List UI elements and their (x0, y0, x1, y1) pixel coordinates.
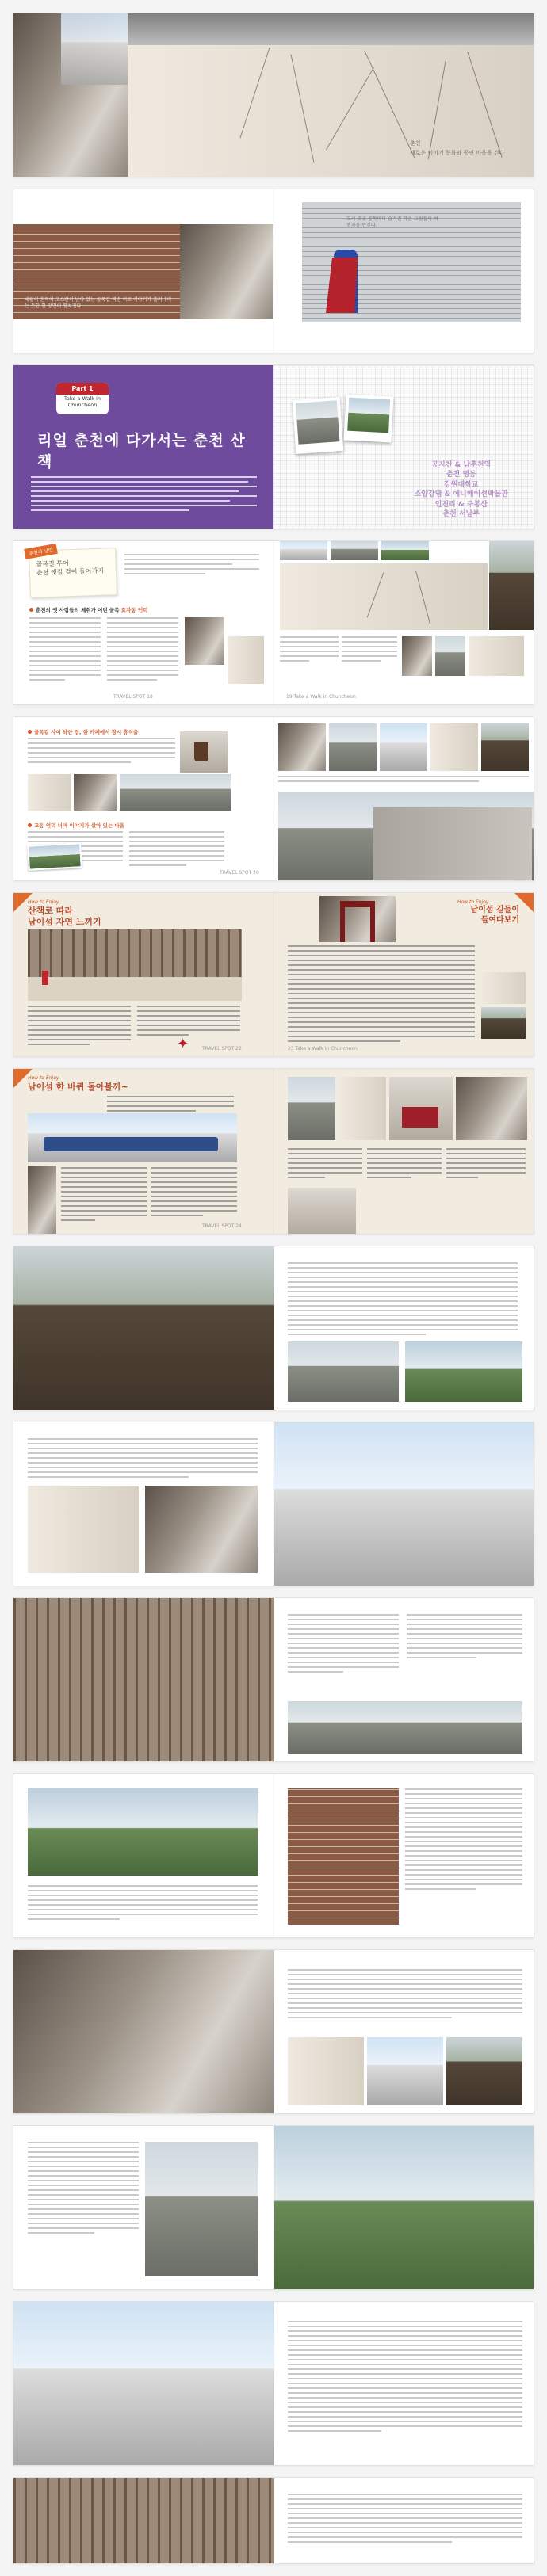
right-col1 (288, 1148, 362, 1181)
road-polaroid (293, 397, 344, 454)
article-lines (288, 2321, 522, 2435)
article-lines (28, 1438, 258, 1481)
col2-lines (107, 617, 178, 684)
wide-alley-photo (278, 792, 534, 881)
page-number-left: TRAVEL SPOT 22 (202, 1046, 242, 1051)
sky-spread-photo (274, 1422, 534, 1586)
cafe-lines (28, 738, 175, 766)
shutter-photo-caption: 도시 곳곳 골목마다 숨겨진 작은 그림들이 여행자를 반긴다. (346, 216, 438, 229)
notebook-title: 골목길 투어 춘천 옛길 걸어 들어가기 (36, 559, 104, 577)
superman-cape (326, 258, 358, 313)
article-lines (288, 1969, 522, 2021)
howto-tag-left: How to Enjoy (28, 1075, 59, 1081)
coffee-cup-photo (180, 731, 228, 773)
article-col1 (28, 2142, 139, 2237)
right-col1 (288, 945, 475, 1045)
alley-spread-photo (13, 1950, 274, 2114)
spread-5 (13, 716, 534, 881)
article-lines (288, 2494, 522, 2546)
small-photo-1 (402, 636, 432, 676)
trees-spread-photo (13, 1598, 274, 1762)
page-number-right: 19 Take a Walk in Chuncheon (286, 694, 356, 700)
spread-14 (13, 2301, 534, 2466)
brick-photo (288, 1788, 399, 1925)
section-title: 춘천의 옛 사람들의 체취가 어린 골목 (36, 607, 120, 613)
left-title: 남이섬 한 바퀴 돌아볼까~ (28, 1082, 128, 1092)
bicycle-photo (28, 1166, 56, 1235)
tree-photo (489, 541, 534, 630)
page-number-left: TRAVEL SPOT 20 (220, 870, 259, 876)
small-photo-2 (435, 636, 465, 676)
part-opener-right (274, 365, 534, 529)
concrete-wall (373, 807, 532, 881)
thumb-2 (331, 541, 378, 560)
stone-marker-photo (288, 1188, 356, 1235)
field-photo (28, 1788, 258, 1876)
rickshaw-photo (389, 1077, 453, 1140)
thumb-1 (280, 541, 327, 560)
page-number-right: 23 Take a Walk in Chuncheon (288, 1046, 358, 1051)
cafe-interior-photo (28, 774, 71, 811)
part-opener-left (13, 365, 274, 529)
trees-photo (13, 2478, 274, 2564)
right-col3 (446, 1148, 526, 1181)
cafe-front-photo (74, 774, 117, 811)
destination-item: 소양강댐 & 애니메이션박물관 (414, 490, 508, 499)
spread-15 (13, 2477, 534, 2564)
train-photo (28, 1113, 237, 1162)
garden-photo (27, 842, 82, 871)
cafe-heading: 골목길 사이 하얀 집, 한 카페에서 잠시 휴식을 (28, 728, 202, 735)
part-title: 리얼 춘천에 다가서는 춘천 산책 (37, 432, 246, 471)
building-photo (228, 636, 264, 684)
cover-caption-2: 새로운 이야기 문화와 공연 마을을 걷다 (410, 150, 505, 156)
street-corner-photo (456, 1077, 527, 1140)
destination-item: 공지천 & 남춘천역 (431, 461, 492, 469)
spread-4 (13, 540, 534, 705)
destination-list (415, 460, 508, 519)
alley-photo-4 (430, 723, 478, 771)
destination-item: 강원대학교 (444, 480, 479, 489)
intro-text-lines (31, 476, 257, 514)
field-photo (405, 1341, 522, 1402)
road-photo (288, 1701, 522, 1754)
alley-photo-3 (380, 723, 427, 771)
spread-13 (13, 2125, 534, 2290)
spread-12 (13, 1949, 534, 2114)
article-lines (28, 1885, 258, 1923)
wall-photo (288, 2037, 364, 2105)
right-title: 남이섬 길들이 들여다보기 (470, 906, 519, 925)
alley-photo (145, 1486, 258, 1573)
bull-sculpture-icon: ✦ (177, 1036, 189, 1052)
left-col2 (151, 1167, 237, 1219)
page-number-left: TRAVEL SPOT 24 (202, 1223, 242, 1229)
col3-lines (280, 636, 339, 665)
tree-lined-path-photo (28, 929, 242, 1001)
intro-lines (107, 1096, 234, 1115)
howto-tag-right: How to Enjoy (457, 899, 489, 905)
spread-7 (13, 1068, 534, 1235)
part-subtitle: Take a Walk in Chuncheon (63, 395, 101, 408)
lantern-photo (481, 972, 526, 1004)
section-place: 효자동 언덕 (120, 607, 148, 613)
alley-photo-1 (278, 723, 326, 771)
forest-spread-photo (13, 1246, 274, 1410)
col1-lines (29, 617, 101, 684)
river-polaroid (344, 394, 394, 442)
article-col (405, 1788, 522, 1893)
notebook-tag: 춘천의 낭만 (24, 544, 58, 559)
left-col1 (28, 1006, 131, 1048)
cover-caption-1: 춘천 (410, 140, 421, 147)
tree-umbrella-photo (288, 1077, 335, 1140)
part-badge (56, 383, 109, 414)
brick-photo-caption: 세월의 흔적이 고스란히 남아 있는 골목길 벽면 위로 이야기가 흘러내리는 듯한 한 장면이 펼쳐진다. (25, 297, 172, 310)
part-label: Part 1 (56, 383, 109, 395)
gate-photo (319, 896, 396, 942)
pine-photo (481, 1007, 526, 1039)
spread-11 (13, 1773, 534, 1938)
small-photo-3 (469, 636, 524, 676)
spread-2 (13, 189, 534, 353)
destination-item: 인천리 & 구봉산 (434, 500, 488, 509)
field-spread-photo (274, 2126, 534, 2290)
roof-eave (128, 13, 534, 45)
vine-house-photo (280, 563, 488, 630)
alley-street-photo (180, 224, 274, 319)
house-photo (185, 617, 224, 665)
destination-item: 춘천 명동 (446, 471, 476, 479)
page-number-left: TRAVEL SPOT 18 (113, 694, 153, 700)
spread-3 (13, 364, 534, 529)
article-col2 (407, 1614, 522, 1662)
alley-photo-2 (329, 723, 377, 771)
sky-photo (367, 2037, 443, 2105)
spread-10 (13, 1597, 534, 1762)
road-photo (145, 2142, 258, 2276)
article-col1 (288, 1614, 399, 1676)
sky-spread-photo (13, 2302, 274, 2466)
destination-item: 춘천 서남부 (442, 510, 480, 519)
alley-photo-5 (481, 723, 529, 771)
right-col2 (367, 1148, 442, 1181)
left-title: 산책로 따라 남이섬 자연 느끼기 (28, 906, 101, 927)
alley-caption-lines (278, 776, 529, 785)
section-heading (29, 606, 267, 613)
forest-photo (446, 2037, 522, 2105)
village-col2 (129, 831, 224, 869)
village-heading: 교동 언덕 너머 이야기가 살아 있는 마을 (28, 822, 218, 829)
howto-tag-left: How to Enjoy (28, 899, 59, 905)
thumb-3 (381, 541, 429, 560)
cafe-sign-photo (120, 774, 231, 811)
intro-notebook (29, 548, 117, 598)
spread-8 (13, 1246, 534, 1410)
wall-photo (28, 1486, 139, 1573)
spread-1 (13, 13, 534, 177)
spread-6 (13, 892, 534, 1057)
article-lines (288, 1262, 518, 1338)
col4-lines (342, 636, 397, 665)
left-col1 (61, 1167, 147, 1224)
crossing-sign-photo (339, 1077, 386, 1140)
intro-lines (124, 554, 259, 578)
spread-9 (13, 1422, 534, 1586)
left-col2 (137, 1006, 240, 1039)
road-photo (288, 1341, 399, 1402)
